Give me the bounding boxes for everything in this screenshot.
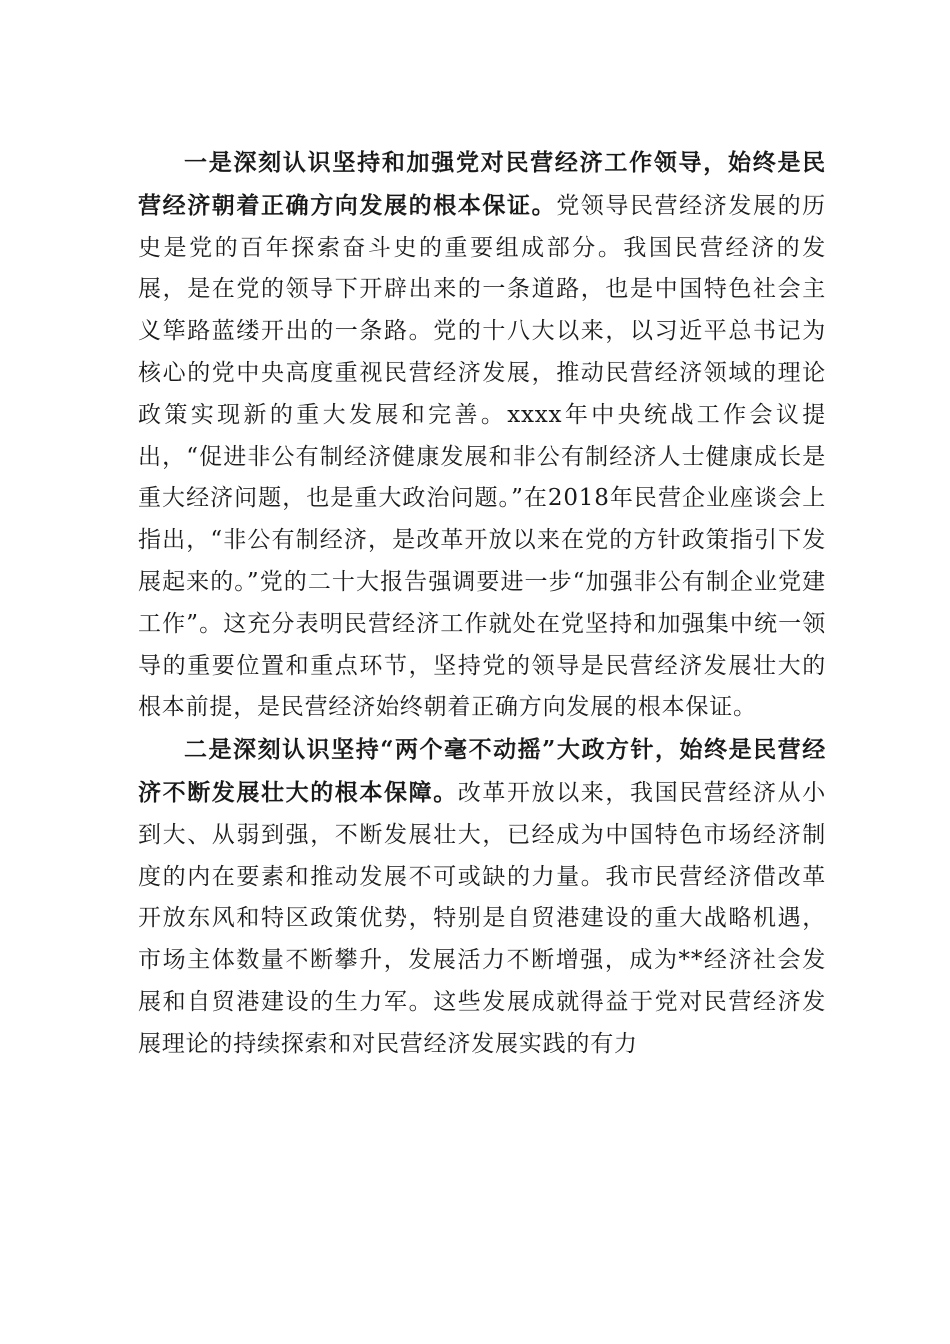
paragraph-2-text: 改革开放以来，我国民营经济从小到大、从弱到强，不断发展壮大，已经成为中国特色市场经济制度的内在要素和推动发展不可或缺的力量。我市民营经济借改革开放东风和特区政策优势，特别是自贸港建设的重大战略机遇，市场主体数量不断攀升，发展活力不断增强，成为**经济社会发展和自贸港建设的生力军。这些发展成就得益于党对民营经济发展理论的持续探索和对民营经济发展实践的有力 (138, 779, 826, 1057)
paragraph-2 (138, 729, 826, 1065)
paragraph-1 (138, 142, 826, 729)
paragraph-1-lead: 一是深刻认识坚持和加强党对民营经济工作领导，始终是民营经济朝着正确方向发展的根本保证。 (138, 149, 826, 219)
document-body (138, 142, 826, 1066)
paragraph-2-lead: 二是深刻认识坚持“两个毫不动摇”大政方针，始终是民营经济不断发展壮大的根本保障。 (138, 736, 826, 806)
paragraph-1-text: 党领导民营经济发展的历史是党的百年探索奋斗史的重要组成部分。我国民营经济的发展，是在党的领导下开辟出来的一条道路，也是中国特色社会主义筚路蓝缕开出的一条路。党的十八大以来，以习近平总书记为核心的党中央高度重视民营经济发展，推动民营经济领域的理论政策实现新的重大发展和完善。xxxx年中央统战工作会议提出，“促进非公有制经济健康发展和非公有制经济人士健康成长是重大经济问题，也是重大政治问题。”在2018年民营企业座谈会上指出，“非公有制经济，是改革开放以来在党的方针政策指引下发展起来的。”党的二十大报告强调要进一步“加强非公有制企业党建工作”。这充分表明民营经济工作就处在党坚持和加强集中统一领导的重要位置和重点环节，坚持党的领导是民营经济发展壮大的根本前提，是民营经济始终朝着正确方向发展的根本保证。 (138, 192, 826, 721)
